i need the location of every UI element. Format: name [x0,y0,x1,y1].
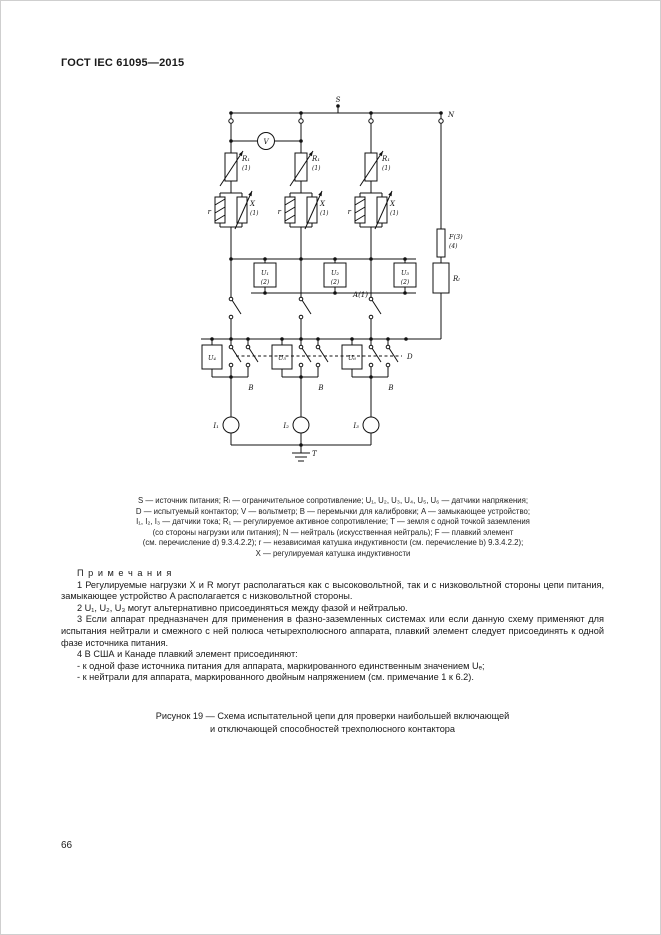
label-neutral: N [448,111,455,119]
note-item: - к одной фазе источника питания для аппарата, маркированного единственным значением Uₑ; [77,660,485,671]
label-footnote: (1) [312,165,321,172]
label-footnote: (4) [449,243,458,250]
label-jumper-2: B [318,384,324,392]
notes-section [61,568,604,684]
label-voltmeter: V [263,138,269,146]
note-item: 3 Если аппарат предназначен для применения в фазно-заземленных системах или если данную схему применяют для испытания нейтрали и смежного с ней полюса четырехполюсного аппарата, плавкий элемент следует присоединять к одной фазе источника питания. [61,614,604,648]
label-u5: U₅ [277,354,287,362]
label-footnote: (2) [400,279,410,286]
legend-line: (см. перечисление d) 9.3.4.2.2); r — независимая катушка индуктивности (см. перечисление b) 9.3.4.2.2); [142,538,524,547]
label-u1: U₁ [260,269,270,277]
label-u3: U₃ [400,269,410,277]
fuse-element [437,229,445,257]
label-footnote: (1) [390,210,399,217]
label-footnote: (1) [250,210,259,217]
legend-line: S — источник питания; Rₗ — ограничительное сопротивление; U₁, U₂, U₃, U₄, U₅, U₆ — датчики напряжения; [137,496,529,505]
supply-bus [231,106,441,113]
note-item: - к нейтрали для аппарата, маркированного двойным напряжением (см. примечание 1 к 6.2). [77,672,474,683]
label-inductor-r2: r [277,208,281,216]
earth-symbol [231,445,371,461]
note-item: 4 В США и Канаде плавкий элемент присоединяют: [77,649,298,660]
note-item: 2 U₁, U₂, U₃ могут альтернативно присоединяться между фазой и нейтралью. [77,602,408,613]
label-source: S [335,96,341,104]
label-inductor-x3: X [390,200,395,208]
label-i3: I₃ [353,422,359,430]
legend-line: X — регулируемая катушка индуктивности [255,548,411,558]
label-resistor-1: R₁ [242,155,251,163]
label-fuse: F(3) [449,233,463,241]
caption-line: Рисунок 19 — Схема испытательной цепи для проверки наибольшей включающей [155,711,510,721]
page-number: 66 [61,840,73,851]
neutral-branch [406,113,449,339]
label-resistor-3: R₁ [382,155,391,163]
label-resistor-2: R₁ [312,155,321,163]
label-contactor: D [407,353,413,361]
label-i2: I₂ [283,422,289,430]
label-footnote: (2) [330,279,340,286]
legend-line: D — испытуемый контактор; V — вольтметр; B — перемычки для калибровки; A — замыкающее устройство; [135,506,531,516]
label-footnote: (1) [382,165,391,172]
legend-line: I₁, I₂, I₃ — датчики тока; R₁ — регулируемое активное сопротивление; T — земля с одной точкой заземления [136,517,530,526]
label-making-switch: A(1) [353,291,368,299]
label-footnote: (1) [242,165,251,172]
notes-title: П р и м е ч а н и я [77,568,173,578]
bus-terminals [229,119,443,123]
label-u2: U₂ [330,269,340,277]
caption-line: и отключающей способностей трехполюсного контактора [209,723,456,734]
label-inductor-r1: r [207,208,211,216]
label-jumper-3: B [388,384,394,392]
label-inductor-x2: X [320,200,325,208]
circuit-diagram [106,93,576,493]
note-item: 1 Регулируемые нагрузки X и R могут располагаться как с высоковольтной, так и с низковольтной стороны цепи питания, замыкающее устройство A располагается с низковольтной стороны. [61,579,604,602]
voltage-sensors-lower [201,339,406,377]
label-inductor-r3: r [347,208,351,216]
label-i1: I₁ [213,422,219,430]
label-limiting-resistor: Rₗ [453,275,460,283]
figure-legend [69,496,597,559]
limiting-resistor-box [433,263,449,293]
label-u4: U₄ [207,354,217,362]
legend-line: (со стороны нагрузки или питания); N — нейтраль (искусственная нейтраль); F — плавкий элемент [152,527,514,537]
label-footnote: (2) [260,279,270,286]
label-earth: T [312,450,317,458]
label-footnote: (1) [320,210,329,217]
voltage-sensors-upper [231,259,416,293]
figure-caption [61,710,604,735]
label-inductor-x1: X [250,200,255,208]
label-jumper-1: B [248,384,254,392]
label-u6: U₆ [347,354,357,362]
document-header: ГОСТ IEC 61095—2015 [61,57,185,69]
